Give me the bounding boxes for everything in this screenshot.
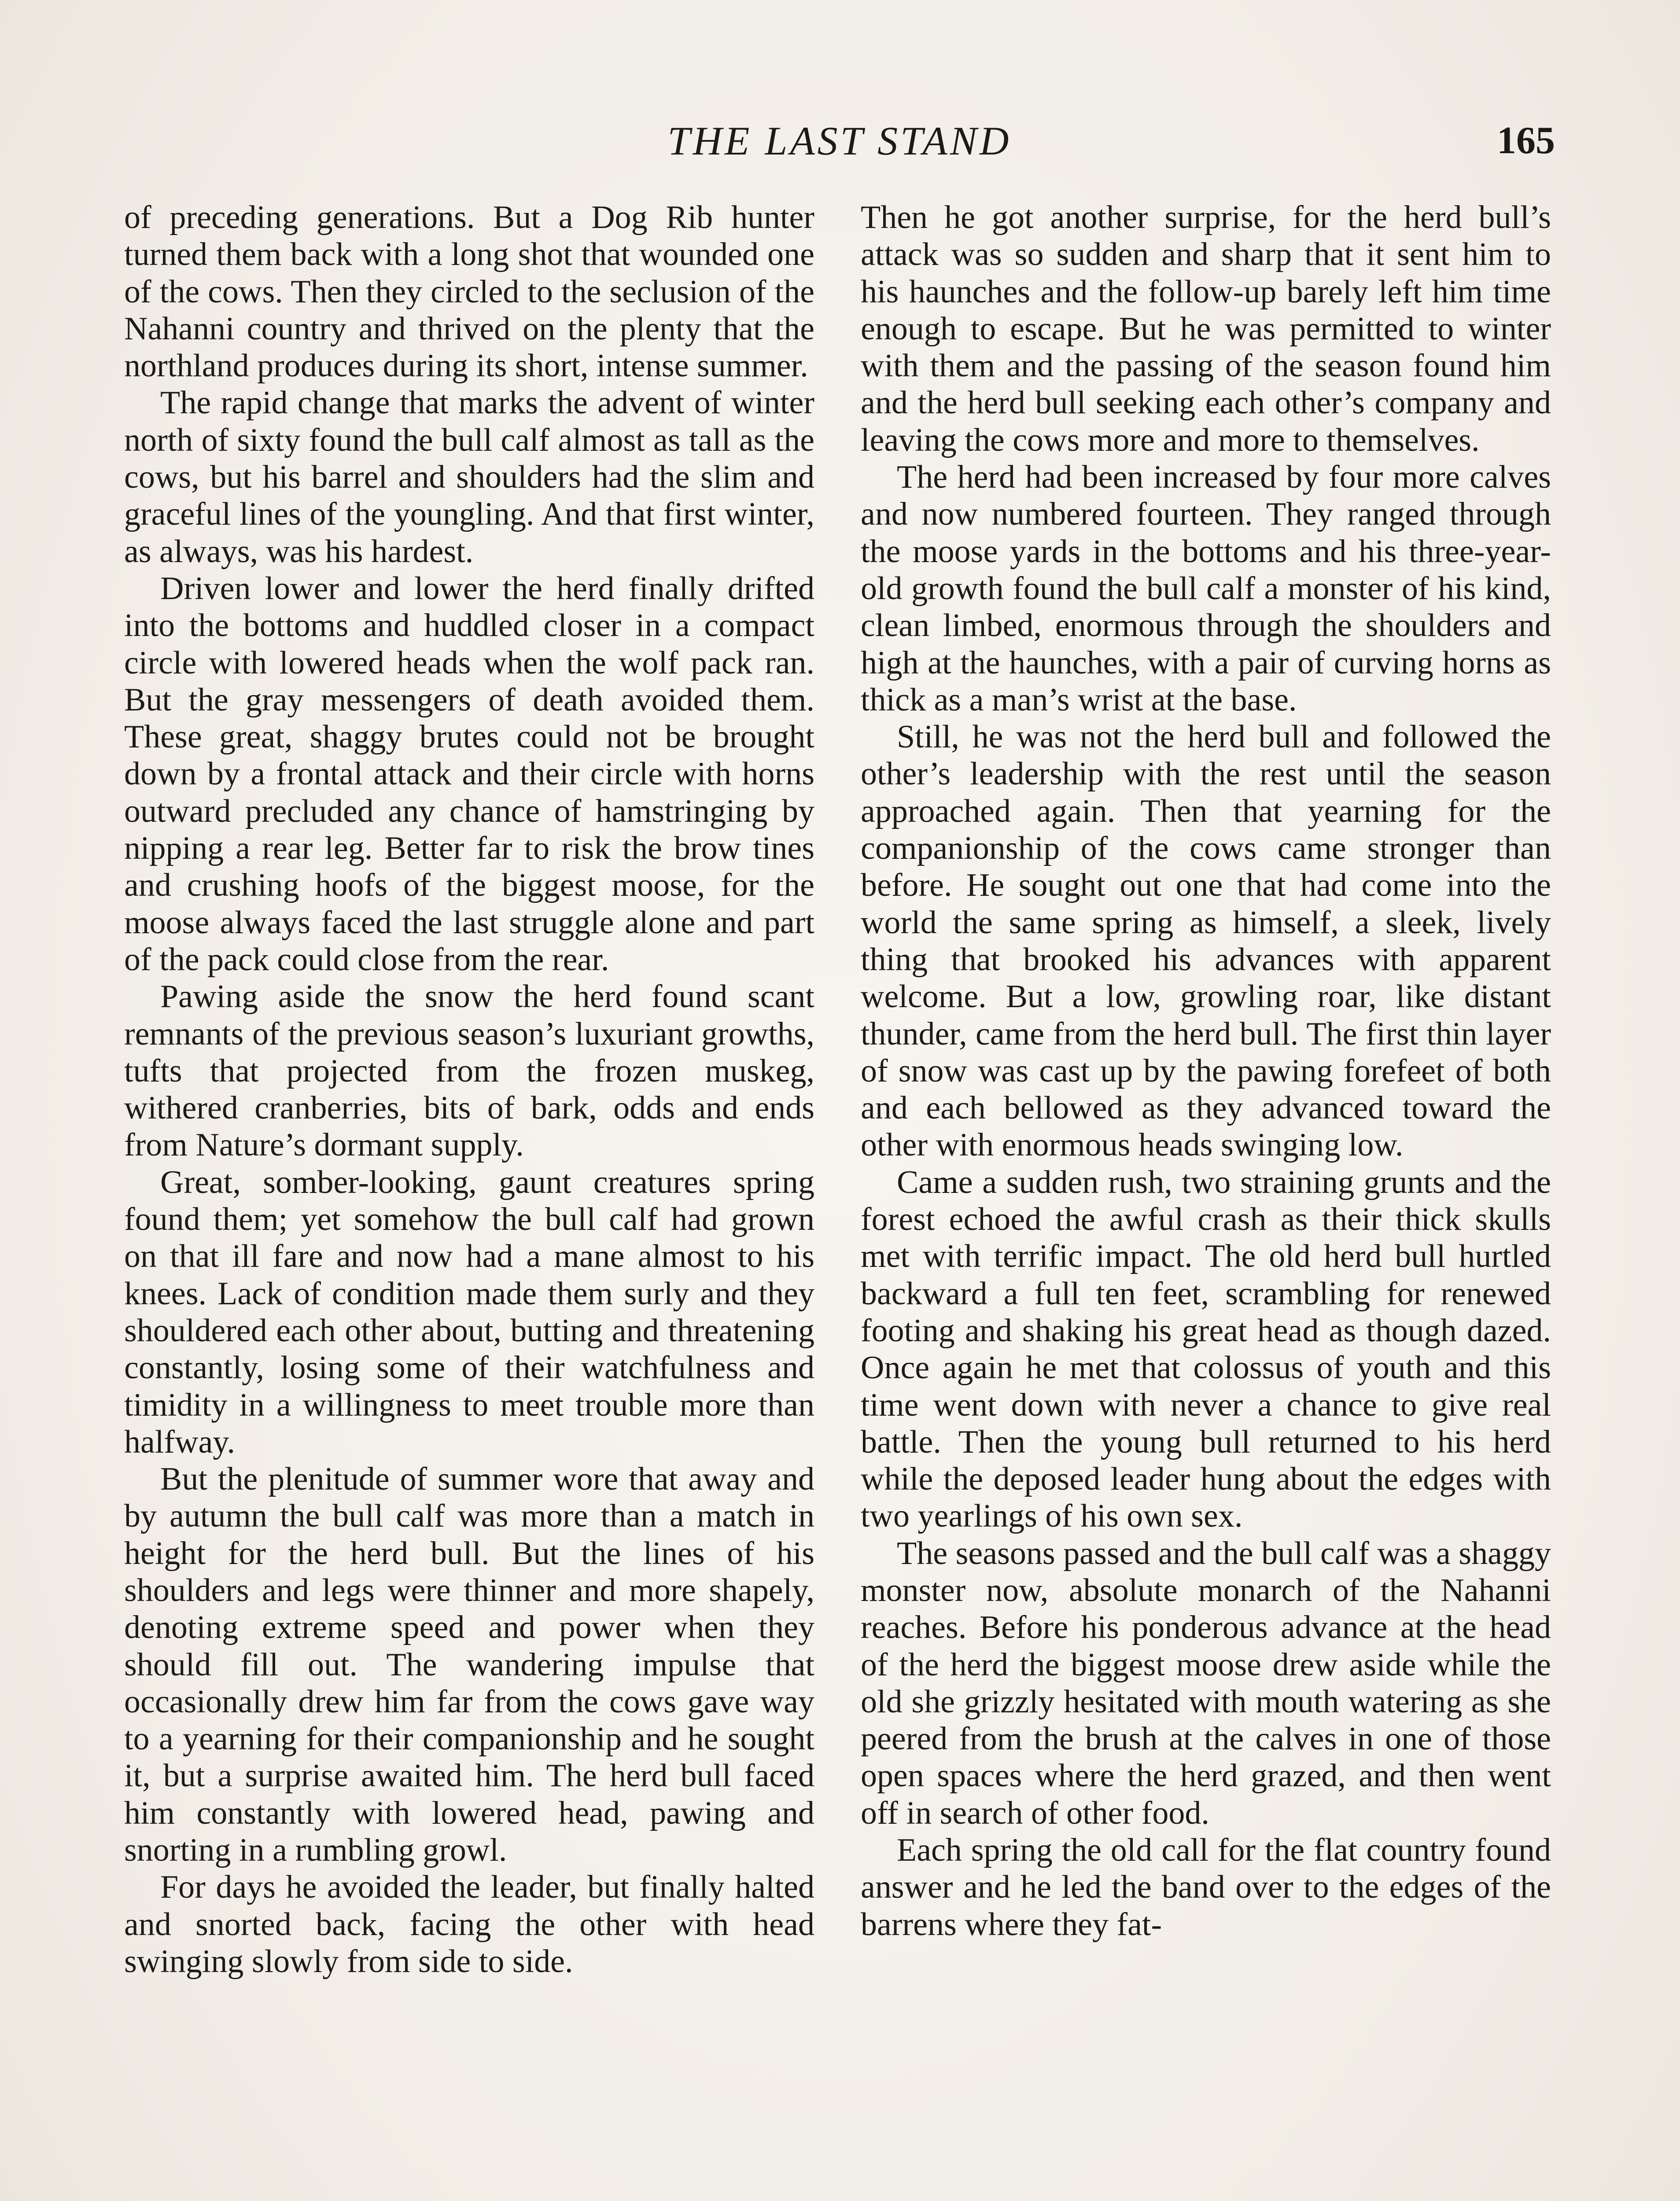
- paragraph: The rapid change that marks the advent of winter north of sixty found the bull calf almost as tall as the cows, but his barrel and shoulders had the slim and graceful lines of the youngling. And that first winter, as always, was his hardest.: [124, 385, 814, 570]
- paragraph: of preceding generations. But a Dog Rib hunter turned them back with a long shot that wounded one of the cows. Then they circled to the seclusion of the Nahanni country and thrived on the plenty that the northland produces during its short, intense summer.: [124, 199, 814, 384]
- paragraph: Driven lower and lower the herd finally drifted into the bottoms and huddled closer in a compact circle with lowered heads when the wolf pack ran. But the gray messengers of death avoided them. These great, shaggy brutes could not be brought down by a frontal attack and their circle with horns outward precluded any chance of hamstringing by nipping a rear leg. Better far to risk the brow tines and crushing hoofs of the biggest moose, for the moose always faced the last struggle alone and part of the pack could close from the rear.: [124, 570, 814, 978]
- paragraph: For days he avoided the leader, but finally halted and snorted back, facing the other with head swinging slowly from side to side.: [124, 1869, 814, 1980]
- paragraph: The herd had been increased by four more calves and now numbered fourteen. They ranged through the moose yards in the bottoms and his three-year-old growth found the bull calf a monster of his kind, clean limbed, enormous through the shoulders and high at the haunches, with a pair of curving horns as thick as a man’s wrist at the base.: [861, 459, 1551, 718]
- right-column: [861, 199, 1551, 2201]
- paragraph: Pawing aside the snow the herd found scant remnants of the previous season’s luxuriant growths, tufts that projected from the frozen muskeg, withered cranberries, bits of bark, odds and ends from Nature’s dormant supply.: [124, 979, 814, 1163]
- running-header: [124, 112, 1555, 169]
- paragraph: Still, he was not the herd bull and followed the other’s leadership with the rest until the season approached again. Then that yearning for the companionship of the cows came stronger than before. He sought out one that had come into the world the same spring as himself, a sleek, lively thing that brooked his advances with apparent welcome. But a low, growling roar, like distant thunder, came from the herd bull. The first thin layer of snow was cast up by the pawing forefeet of both and each bellowed as they advanced toward the other with enormous heads swinging low.: [861, 719, 1551, 1163]
- left-column: [124, 199, 814, 2201]
- paragraph: Great, somber-looking, gaunt creatures spring found them; yet somehow the bull calf had grown on that ill fare and now had a mane almost to his knees. Lack of condition made them surly and they shouldered each other about, butting and threatening constantly, losing some of their watchfulness and timidity in a willingness to meet trouble more than halfway.: [124, 1164, 814, 1460]
- paragraph: Came a sudden rush, two straining grunts and the forest echoed the awful crash as their thick skulls met with terrific impact. The old herd bull hurtled backward a full ten feet, scrambling for renewed footing and shaking his great head as though dazed. Once again he met that colossus of youth and this time went down with never a chance to give real battle. Then the young bull returned to his herd while the deposed leader hung about the edges with two yearlings of his own sex.: [861, 1164, 1551, 1535]
- page-number: 165: [1497, 119, 1555, 162]
- paragraph: But the plenitude of summer wore that away and by autumn the bull calf was more than a match in height for the herd bull. But the lines of his shoulders and legs were thinner and more shapely, denoting extreme speed and power when they should fill out. The wandering impulse that occasionally drew him far from the cows gave way to a yearning for their companionship and he sought it, but a surprise awaited him. The herd bull faced him constantly with lowered head, pawing and snorting in a rumbling growl.: [124, 1461, 814, 1869]
- paragraph: The seasons passed and the bull calf was a shaggy monster now, absolute monarch of the Nahanni reaches. Before his ponderous advance at the head of the herd the biggest moose drew aside while the old she grizzly hesitated with mouth watering as she peered from the brush at the calves in one of those open spaces where the herd grazed, and then went off in search of other food.: [861, 1535, 1551, 1831]
- running-title: THE LAST STAND: [667, 118, 1012, 163]
- paragraph: Then he got another surprise, for the herd bull’s attack was so sudden and sharp that it sent him to his haunches and the follow-up barely left him time enough to escape. But he was permitted to winter with them and the passing of the season found him and the herd bull seeking each other’s company and leaving the cows more and more to themselves.: [861, 199, 1551, 458]
- paragraph: Each spring the old call for the flat country found answer and he led the band over to the edges of the barrens where they fat-: [861, 1832, 1551, 1943]
